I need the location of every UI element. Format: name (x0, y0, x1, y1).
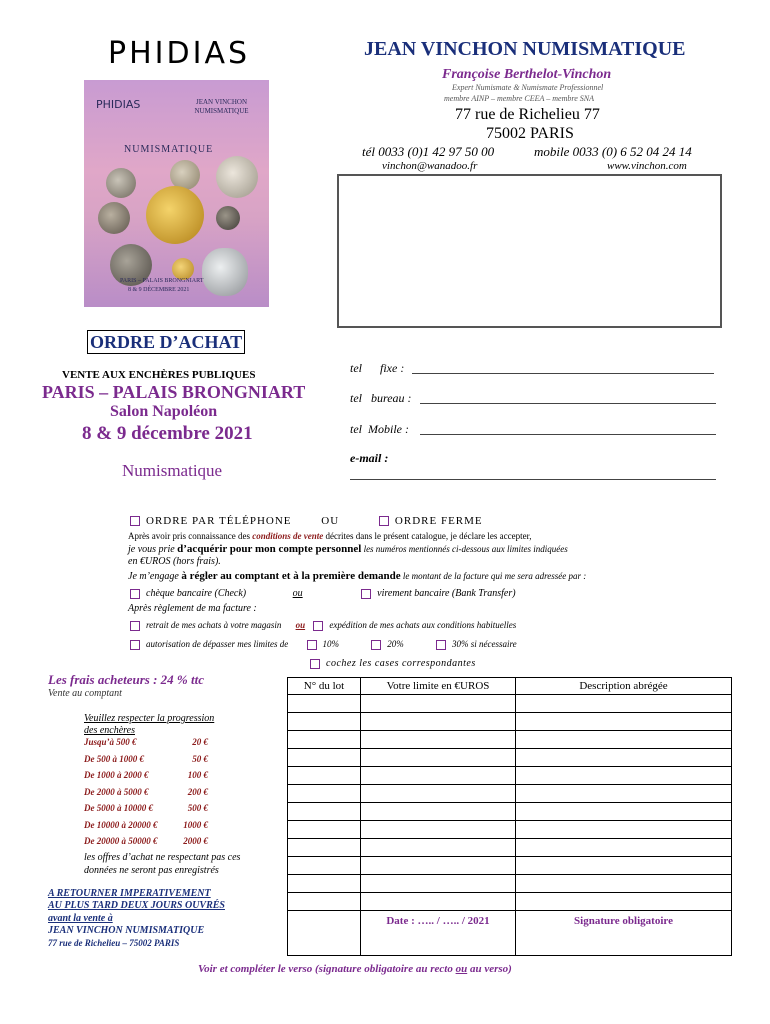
progression-step: 200 € (187, 786, 208, 797)
table-cell[interactable] (361, 893, 516, 911)
sale-venue: PARIS – PALAIS BRONGNIART (42, 382, 306, 402)
table-cell[interactable] (361, 785, 516, 803)
email-field[interactable] (350, 479, 716, 480)
table-row (288, 695, 732, 713)
tel-fixe-field[interactable] (412, 373, 714, 374)
progression-step: 20 € (192, 737, 208, 747)
progression-range: De 20000 à 50000 € (84, 836, 158, 846)
table-cell[interactable] (516, 767, 732, 785)
firm-telephone: tél 0033 (0)1 42 97 50 00 (362, 144, 495, 159)
exceed-30-checkbox[interactable] (436, 640, 446, 650)
phone-order-checkbox[interactable] (130, 516, 140, 526)
exceed-checkbox[interactable] (130, 640, 140, 650)
tel-bureau-label: tel bureau : (350, 391, 412, 405)
table-cell[interactable] (288, 803, 361, 821)
table-cell[interactable] (288, 875, 361, 893)
table-row (288, 857, 732, 875)
progression-range: De 1000 à 2000 € (84, 770, 149, 780)
name-address-box[interactable] (337, 174, 722, 328)
firm-website[interactable]: www.vinchon.com (607, 160, 687, 172)
or-label: ou (295, 620, 306, 630)
delivery-row (130, 620, 516, 631)
table-cell[interactable] (288, 785, 361, 803)
table-cell[interactable] (516, 785, 732, 803)
check-label: chèque bancaire (Check) (146, 588, 247, 599)
shipping-label: expédition de mes achats aux conditions habituelles (329, 620, 517, 630)
table-cell[interactable] (361, 731, 516, 749)
table-cell[interactable] (361, 767, 516, 785)
progression-note-2: données ne seront pas enregistrés (84, 865, 219, 876)
signature-cell[interactable]: Signature obligatoire (516, 911, 732, 956)
table-row (288, 875, 732, 893)
progression-note-1: les offres d’achat ne respectant pas ces (84, 852, 241, 863)
table-cell[interactable] (516, 857, 732, 875)
exceed-10-label: 10% (322, 639, 339, 649)
or-label: OU (321, 515, 340, 527)
exceed-20-label: 20% (387, 639, 404, 649)
table-cell[interactable] (361, 821, 516, 839)
table-cell[interactable] (516, 713, 732, 731)
pickup-checkbox[interactable] (130, 621, 140, 631)
cover-place: PARIS – PALAIS BRONGNIART (120, 278, 204, 284)
credentials-line-2: membre AINP – membre CEEA – membre SNA (444, 94, 594, 103)
progression-step: 100 € (187, 770, 208, 780)
table-cell[interactable] (288, 713, 361, 731)
table-row (288, 749, 732, 767)
table-row (288, 785, 732, 803)
address-line-2: 75002 PARIS (486, 125, 574, 142)
terms-emphasis: d’acquérir pour mon compte personnel (177, 543, 362, 555)
terms-line-2 (128, 543, 568, 555)
table-row (288, 731, 732, 749)
coin-image (98, 202, 130, 234)
terms-line-4 (128, 570, 586, 582)
footer-or: ou (455, 963, 468, 975)
table-row (288, 821, 732, 839)
table-row (288, 893, 732, 911)
coin-image (216, 156, 258, 198)
lots-table (287, 677, 732, 956)
terms-text: le montant de la facture qui me sera adressée par : (400, 571, 587, 581)
terms-line-1 (128, 531, 532, 541)
fees-title: Les frais acheteurs : 24 % ttc (48, 672, 204, 687)
table-cell[interactable] (516, 839, 732, 857)
cover-firm: JEAN VINCHON NUMISMATIQUE (194, 98, 249, 115)
lots-table-body (288, 695, 732, 911)
table-cell[interactable] (516, 803, 732, 821)
terms-text: je vous prie (128, 544, 178, 555)
exceed-20-checkbox[interactable] (371, 640, 381, 650)
table-cell[interactable] (361, 749, 516, 767)
firm-mobile: mobile 0033 (0) 6 52 04 24 14 (534, 144, 692, 159)
terms-text: les numéros mentionnés ci-dessous aux limites indiquées (361, 544, 568, 554)
tick-example-checkbox (310, 659, 320, 669)
terms-line-3: en €UROS (hors frais). (128, 556, 221, 567)
return-line-3: avant la vente à (48, 913, 113, 924)
table-cell[interactable] (288, 767, 361, 785)
table-cell[interactable] (288, 821, 361, 839)
footer-text: au verso) (467, 963, 512, 975)
table-cell[interactable] (361, 839, 516, 857)
progression-range: Jusqu’à 500 € (84, 737, 137, 747)
transfer-label: virement bancaire (Bank Transfer) (377, 588, 516, 599)
limit-header: Votre limite en €UROS (361, 678, 516, 695)
shipping-checkbox[interactable] (313, 621, 323, 631)
sale-dates: 8 & 9 décembre 2021 (82, 423, 253, 444)
progression-range: De 2000 à 5000 € (84, 786, 149, 797)
tel-fixe-label: tel fixe : (350, 361, 405, 375)
catalogue-cover-image (84, 80, 269, 307)
cash-sale-label: Vente au comptant (48, 688, 122, 699)
return-line-1: A RETOURNER IMPERATIVEMENT (48, 888, 211, 899)
footer-text: Voir et compléter le verso (signature obligatoire au recto (198, 963, 456, 975)
check-checkbox[interactable] (130, 589, 140, 599)
table-cell[interactable] (288, 749, 361, 767)
progression-step: 50 € (192, 753, 208, 764)
cover-logo: PHIDIAS (96, 98, 141, 111)
sale-kicker: VENTE AUX ENCHÈRES PUBLIQUES (62, 369, 256, 381)
order-title: ORDRE D’ACHAT (87, 330, 245, 354)
progression-step: 1000 € (183, 819, 208, 830)
progression-range: De 10000 à 20000 € (84, 819, 158, 830)
progression-step: 500 € (187, 803, 208, 813)
terms-text: Après avoir pris connaissance des (128, 531, 253, 541)
table-cell[interactable] (288, 857, 361, 875)
table-row (288, 803, 732, 821)
expert-name: Françoise Berthelot-Vinchon (442, 67, 612, 82)
footer-note (198, 963, 512, 975)
table-cell[interactable] (288, 731, 361, 749)
firm-order-checkbox[interactable] (379, 516, 389, 526)
lot-number-header: N° du lot (288, 678, 361, 695)
table-cell[interactable] (516, 821, 732, 839)
table-cell[interactable] (516, 749, 732, 767)
table-cell[interactable] (288, 911, 361, 956)
table-cell[interactable] (361, 875, 516, 893)
table-cell[interactable] (361, 803, 516, 821)
exceed-row (130, 639, 517, 650)
progression-range: De 5000 à 10000 € (84, 803, 153, 813)
tel-mobile-label: tel Mobile : (350, 422, 409, 436)
description-header: Description abrégée (516, 678, 732, 695)
coin-image (216, 206, 240, 230)
silver-coin-image (202, 248, 248, 296)
return-line-5: 77 rue de Richelieu – 75002 PARIS (48, 938, 180, 948)
gold-coin-image (172, 258, 194, 280)
table-cell[interactable] (361, 695, 516, 713)
table-header-row (288, 678, 732, 695)
terms-emphasis: à régler au comptant et à la première demande (181, 570, 401, 582)
address-line-1: 77 rue de Richelieu 77 (455, 106, 600, 123)
table-cell[interactable] (288, 695, 361, 713)
pickup-label: retrait de mes achats à votre magasin (146, 620, 282, 630)
phone-order-label: ORDRE PAR TÉLÉPHONE (146, 515, 292, 527)
return-line-2: AU PLUS TARD DEUX JOURS OUVRÉS (48, 900, 225, 911)
firm-name: JEAN VINCHON NUMISMATIQUE (364, 38, 686, 60)
table-cell[interactable] (516, 695, 732, 713)
table-row (288, 713, 732, 731)
date-cell[interactable]: Date : ….. / ….. / 2021 (361, 911, 516, 956)
progression-title-1: Veuillez respecter la progression (84, 713, 215, 724)
conditions-link[interactable]: conditions de vente (252, 531, 324, 541)
tel-bureau-field[interactable] (420, 403, 716, 404)
table-cell[interactable] (516, 893, 732, 911)
table-cell[interactable] (516, 731, 732, 749)
progression-step: 2000 € (183, 836, 208, 846)
tick-label: cochez les cases correspondantes (326, 658, 476, 669)
table-cell[interactable] (288, 839, 361, 857)
table-cell[interactable] (288, 893, 361, 911)
exceed-10-checkbox[interactable] (307, 640, 317, 650)
return-line-4: JEAN VINCHON NUMISMATIQUE (48, 925, 205, 936)
gold-coin-image (146, 186, 204, 244)
tel-mobile-field[interactable] (420, 434, 716, 435)
firm-order-label: ORDRE FERME (394, 515, 483, 527)
or-label: ou (292, 588, 303, 599)
progression-range: De 500 à 1000 € (84, 753, 144, 764)
terms-text: Je m’engage (128, 571, 182, 582)
credentials-line-1: Expert Numismate & Numismate Professionnel (452, 83, 604, 92)
table-row (288, 767, 732, 785)
table-cell[interactable] (361, 713, 516, 731)
table-cell[interactable] (361, 857, 516, 875)
terms-text: décrites dans le présent catalogue, je déclare les accepter, (323, 531, 532, 541)
sale-salon: Salon Napoléon (110, 403, 218, 420)
cover-title: NUMISMATIQUE (124, 144, 214, 155)
progression-title-2: des enchères (84, 725, 135, 736)
email-label: e-mail : (350, 451, 389, 465)
sale-category: Numismatique (122, 461, 223, 480)
coin-image (106, 168, 136, 198)
table-row (288, 839, 732, 857)
tick-instruction (310, 658, 476, 669)
after-payment-label: Après règlement de ma facture : (128, 603, 257, 614)
cover-dates: 8 & 9 DÉCEMBRE 2021 (128, 287, 190, 293)
firm-email[interactable]: vinchon@wanadoo.fr (382, 160, 478, 172)
exceed-label: autorisation de dépasser mes limites de (146, 639, 289, 649)
table-cell[interactable] (516, 875, 732, 893)
payment-row (130, 588, 516, 599)
table-footer-row (288, 911, 732, 956)
exceed-30-label: 30% si nécessaire (452, 639, 517, 649)
order-type-row (130, 515, 483, 527)
transfer-checkbox[interactable] (361, 589, 371, 599)
phidias-logo: PHIDIAS (108, 36, 251, 71)
